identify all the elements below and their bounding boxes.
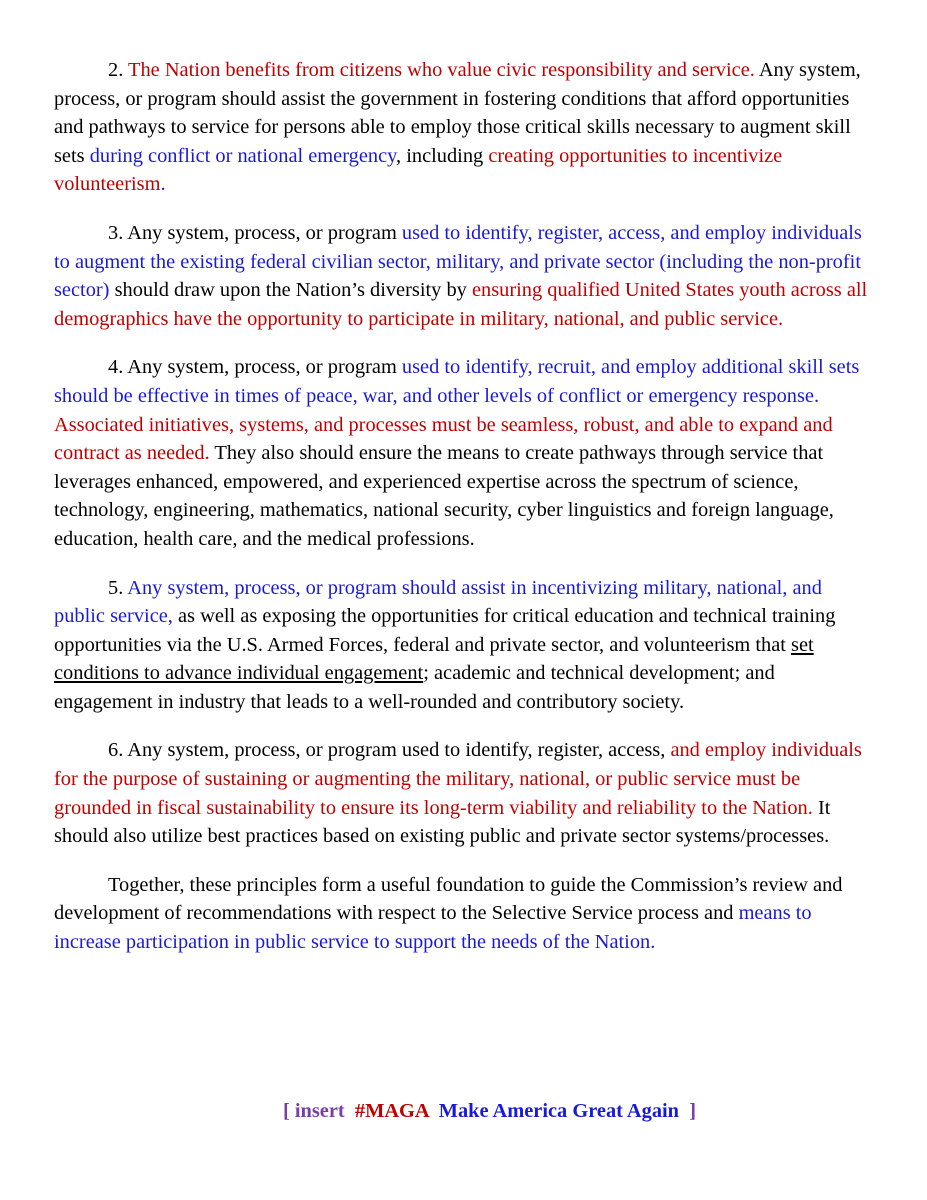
paragraph-3-text-1: 3. Any system, process, or program <box>108 221 402 244</box>
paragraph-3-blue-1: used to identify, register, access, and employ individuals to augment the existing federal civilian sector, military, and private sector (including the non-profit sector) <box>54 221 862 302</box>
paragraph-2-blue-2: . <box>160 173 166 196</box>
paragraph-6-red-1: and employ individuals for the purpose of sustaining or augmenting the military, national, or public service must be grounded in fiscal sustainability to ensure its long-term viability and reliability to the Nation. <box>54 739 862 819</box>
insert-close: ] <box>679 1100 697 1122</box>
paragraph-4 <box>54 353 872 553</box>
paragraph-3-text-2: should draw upon the Nation’s diversity by <box>109 279 472 302</box>
paragraph-4-text-1: 4. Any system, process, or program <box>108 356 402 379</box>
paragraph-5 <box>54 574 872 717</box>
paragraph-5-text-2: ; academic and technical development; and engagement in industry that leads to a well-rounded and contributory society. <box>54 662 775 713</box>
paragraph-2-text-1: Any system, process, or program should assist the government in fostering conditions that afford opportunities and pathways to service for persons able to employ those critical skills necessary to augment skill sets <box>54 59 861 167</box>
paragraph-4-blue-1: used to identify, recruit, and employ additional skill sets should be effective in times of peace, war, and other levels of conflict or emergency response. <box>54 356 860 407</box>
paragraph-5-underlined: set conditions to advance individual engagement <box>54 633 814 685</box>
paragraph-4-text-3: They also should ensure the means to create pathways through service that leverages enhanced, empowered, and experienced expertise across the spectrum of science, technology, engineering, mathematics, national security, cyber linguistics and foreign language, education, health care, and the medical professions. <box>54 442 834 550</box>
maga-slogan: Make America Great Again <box>428 1100 680 1122</box>
paragraph-5-text-1: as well as exposing the opportunities for critical education and technical training opportunities via the U.S. Armed Forces, federal and private sector, and volunteerism that <box>54 605 836 656</box>
paragraph-2-red-2: creating opportunities to incentivize volunteerism <box>54 144 783 196</box>
paragraph-7-blue-1: means to increase participation in public service to support the needs of the Nation. <box>54 902 812 954</box>
insert-open: [ insert <box>282 1100 355 1122</box>
paragraph-7-text-1: Together, these principles form a useful foundation to guide the Commission’s review and development of recommendations with respect to the Selective Service process and <box>54 873 843 925</box>
paragraph-3 <box>54 219 872 333</box>
paragraph-2-number: 2. <box>108 59 129 81</box>
maga-hashtag: #MAGA <box>354 1100 429 1122</box>
paragraph-6-text-2: It should also utilize best practices based on existing public and private sector systems/processes. <box>54 796 831 848</box>
paragraph-2-red-1: The Nation benefits from citizens who value civic responsibility and service. <box>128 59 755 81</box>
paragraph-2 <box>54 56 872 199</box>
document-body <box>54 56 872 977</box>
paragraph-5-number: 5. <box>108 576 128 599</box>
paragraph-3-red-1: ensuring qualified United States youth across all demographics have the opportunity to participate in military, national, and public service. <box>54 279 868 330</box>
paragraph-7 <box>54 871 872 957</box>
insert-annotation <box>0 1097 927 1125</box>
paragraph-6-text-1: 6. Any system, process, or program used to identify, register, access, <box>108 739 671 762</box>
paragraph-2-blue-1: during conflict or national emergency <box>89 144 397 167</box>
paragraph-6 <box>54 736 872 850</box>
paragraph-4-red-1: Associated initiatives, systems, and processes must be seamless, robust, and able to expand and contract as needed. <box>54 413 833 465</box>
paragraph-5-blue-1: Any system, process, or program should assist in incentivizing military, national, and public service, <box>54 576 822 628</box>
paragraph-2-text-2: , including <box>396 144 489 167</box>
